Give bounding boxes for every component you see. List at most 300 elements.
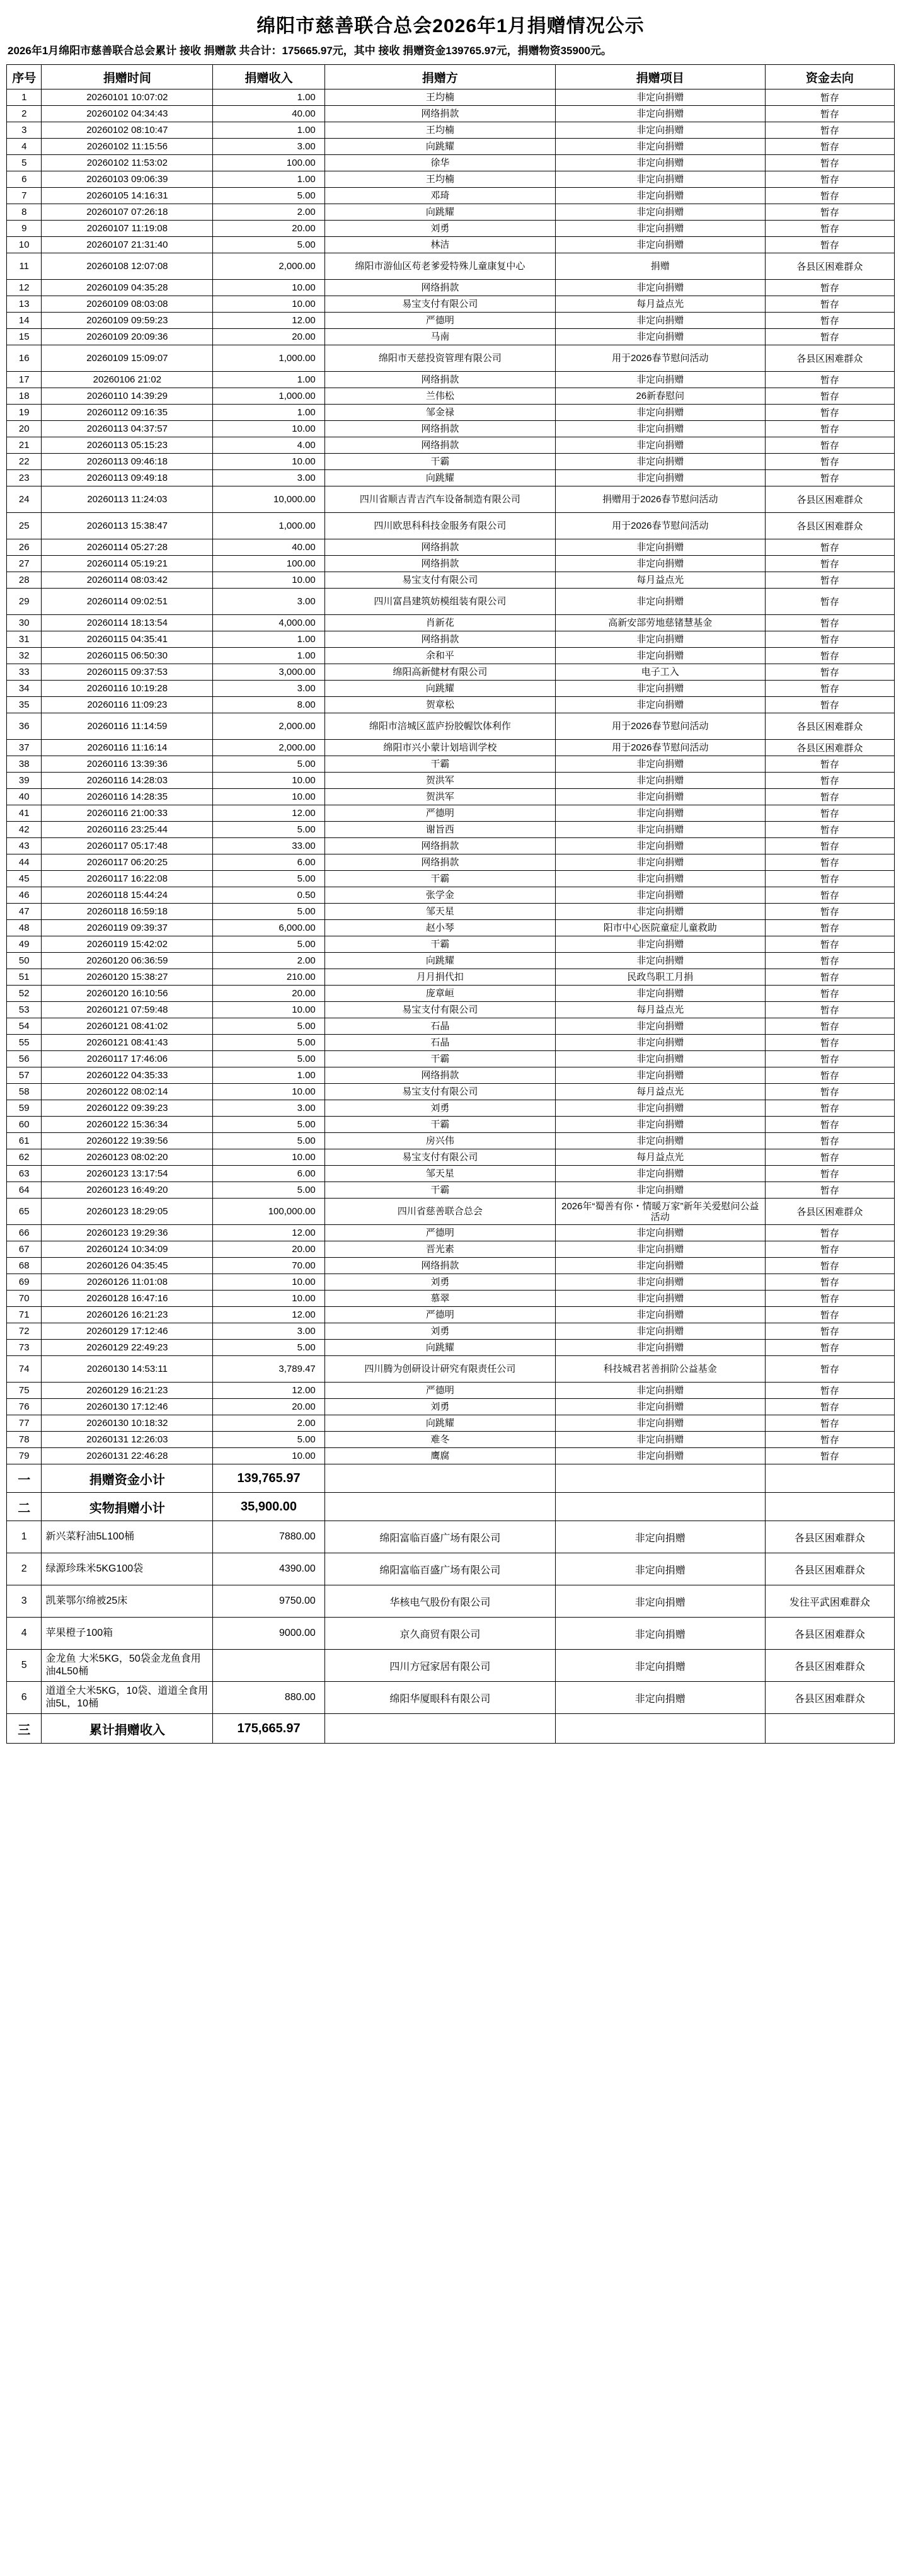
cell-project: 阳市中心医院童症儿童救助 (555, 920, 765, 936)
cell-donor: 刘勇 (324, 1323, 555, 1340)
cell-project: 非定向捐赠 (555, 155, 765, 171)
cell-donor: 网络捐款 (324, 854, 555, 871)
cell-project: 非定向捐赠 (555, 1182, 765, 1199)
cell-project: 非定向捐赠 (555, 1166, 765, 1182)
cell-donor: 干霸 (324, 871, 555, 887)
goods-cell-donor: 绵阳富临百盛广场有限公司 (324, 1521, 555, 1553)
cell-no: 22 (7, 454, 42, 470)
cell-time: 20260116 21:00:33 (42, 805, 213, 822)
cell-no: 45 (7, 871, 42, 887)
cell-amount: 10.00 (213, 572, 325, 589)
cell-amount: 8.00 (213, 697, 325, 713)
table-row (7, 713, 895, 740)
cell-donor: 干霸 (324, 1117, 555, 1133)
cell-destination: 暂存 (765, 237, 894, 253)
cell-time: 20260118 15:44:24 (42, 887, 213, 904)
cell-amount: 0.50 (213, 887, 325, 904)
cell-destination: 暂存 (765, 171, 894, 188)
cell-project: 非定向捐赠 (555, 1432, 765, 1448)
cell-donor: 兰伟松 (324, 388, 555, 405)
table-row (7, 539, 895, 556)
table-head (7, 65, 895, 89)
cell-amount: 1,000.00 (213, 388, 325, 405)
cell-time: 20260102 04:34:43 (42, 106, 213, 122)
cell-project: 非定向捐赠 (555, 556, 765, 572)
table-row (7, 237, 895, 253)
table-row (7, 1149, 895, 1166)
cell-no: 10 (7, 237, 42, 253)
subtotal-goods-row-blank-donor (324, 1493, 555, 1521)
table-row (7, 1002, 895, 1018)
cell-project: 非定向捐赠 (555, 470, 765, 486)
cell-time: 20260117 17:46:06 (42, 1051, 213, 1067)
cell-donor: 慕翠 (324, 1291, 555, 1307)
col-header-time: 捐赠时间 (42, 65, 213, 89)
table-row (7, 1051, 895, 1067)
cell-project: 非定向捐赠 (555, 631, 765, 648)
cell-donor: 晋光素 (324, 1241, 555, 1258)
table-row (7, 920, 895, 936)
cell-amount: 10.00 (213, 1274, 325, 1291)
cell-no: 16 (7, 345, 42, 372)
cell-amount: 20.00 (213, 1399, 325, 1415)
table-row (7, 1166, 895, 1182)
cell-amount: 5.00 (213, 1117, 325, 1133)
cell-project: 非定向捐赠 (555, 1274, 765, 1291)
cell-project: 电子工入 (555, 664, 765, 681)
cell-donor: 向跳耀 (324, 470, 555, 486)
cell-destination: 暂存 (765, 838, 894, 854)
cell-no: 65 (7, 1199, 42, 1225)
goods-cell-project: 非定向捐赠 (555, 1521, 765, 1553)
cell-time: 20260119 09:39:37 (42, 920, 213, 936)
cell-destination: 暂存 (765, 155, 894, 171)
table-row (7, 1199, 895, 1225)
cell-donor: 王均楠 (324, 122, 555, 139)
cell-no: 70 (7, 1291, 42, 1307)
cell-project: 非定向捐赠 (555, 648, 765, 664)
cell-donor: 贺章松 (324, 697, 555, 713)
table-row (7, 1356, 895, 1383)
cell-no: 55 (7, 1035, 42, 1051)
table-row (7, 1291, 895, 1307)
cell-project: 民政鸟职工月捐 (555, 969, 765, 986)
cell-project: 非定向捐赠 (555, 437, 765, 454)
goods-cell-project: 非定向捐赠 (555, 1618, 765, 1650)
col-header-donor: 捐赠方 (324, 65, 555, 89)
cell-amount: 10.00 (213, 773, 325, 789)
cell-project: 非定向捐赠 (555, 986, 765, 1002)
cell-amount: 1,000.00 (213, 513, 325, 539)
goods-cell-item: 新兴菜籽油5L100桶 (42, 1521, 213, 1553)
cell-destination: 暂存 (765, 1182, 894, 1199)
table-row (7, 681, 895, 697)
cell-donor: 易宝支付有限公司 (324, 1002, 555, 1018)
cell-project: 科技城君茗善捐阶公益基金 (555, 1356, 765, 1383)
table-row (7, 513, 895, 539)
goods-cell-project: 非定向捐赠 (555, 1650, 765, 1682)
cell-destination: 暂存 (765, 1018, 894, 1035)
grand-total-blank-project (555, 1714, 765, 1744)
cell-donor: 贺洪军 (324, 789, 555, 805)
cell-no: 1 (7, 89, 42, 106)
cell-time: 20260123 19:29:36 (42, 1225, 213, 1241)
table-row (7, 1133, 895, 1149)
cell-no: 33 (7, 664, 42, 681)
table-row (7, 1258, 895, 1274)
table-row (7, 1340, 895, 1356)
cell-amount: 1.00 (213, 122, 325, 139)
cell-time: 20260110 14:39:29 (42, 388, 213, 405)
cell-project: 每月益点光 (555, 1149, 765, 1166)
cell-no: 72 (7, 1323, 42, 1340)
cell-project: 非定向捐赠 (555, 171, 765, 188)
cell-destination: 暂存 (765, 773, 894, 789)
cell-no: 41 (7, 805, 42, 822)
cell-amount: 5.00 (213, 188, 325, 204)
cell-donor: 严德明 (324, 805, 555, 822)
goods-cell-project: 非定向捐赠 (555, 1682, 765, 1714)
cell-no: 71 (7, 1307, 42, 1323)
cell-time: 20260114 05:19:21 (42, 556, 213, 572)
cell-donor: 邹天星 (324, 904, 555, 920)
cell-project: 非定向捐赠 (555, 681, 765, 697)
cell-no: 57 (7, 1067, 42, 1084)
cell-donor: 向跳耀 (324, 204, 555, 221)
grand-total-no: 三 (7, 1714, 42, 1744)
table-row (7, 1415, 895, 1432)
cell-donor: 绵阳高新健材有限公司 (324, 664, 555, 681)
table-row (7, 805, 895, 822)
cell-amount: 6.00 (213, 854, 325, 871)
cell-destination: 暂存 (765, 822, 894, 838)
cell-amount: 3.00 (213, 1100, 325, 1117)
cell-donor: 张学金 (324, 887, 555, 904)
goods-cell-item: 道道全大米5KG，10袋、道道全食用油5L，10桶 (42, 1682, 213, 1714)
cell-amount: 5.00 (213, 871, 325, 887)
cell-time: 20260120 06:36:59 (42, 953, 213, 969)
cell-project: 非定向捐赠 (555, 805, 765, 822)
cell-donor: 网络捐款 (324, 437, 555, 454)
cell-donor: 绵阳市涪城区蓝庐扮胶幄饮体利作 (324, 713, 555, 740)
cell-time: 20260123 13:17:54 (42, 1166, 213, 1182)
cell-project: 非定向捐赠 (555, 1225, 765, 1241)
cell-donor: 易宝支付有限公司 (324, 572, 555, 589)
cell-destination: 各县区困难群众 (765, 513, 894, 539)
cell-donor: 严德明 (324, 1383, 555, 1399)
cell-no: 61 (7, 1133, 42, 1149)
cell-time: 20260116 11:09:23 (42, 697, 213, 713)
cell-project: 每月益点光 (555, 1002, 765, 1018)
table-row (7, 421, 895, 437)
cell-donor: 谢旨西 (324, 822, 555, 838)
cell-time: 20260115 09:37:53 (42, 664, 213, 681)
cell-donor: 肖新花 (324, 615, 555, 631)
cell-time: 20260114 18:13:54 (42, 615, 213, 631)
cell-amount: 2.00 (213, 204, 325, 221)
cell-destination: 暂存 (765, 539, 894, 556)
cell-time: 20260122 15:36:34 (42, 1117, 213, 1133)
cell-time: 20260105 14:16:31 (42, 188, 213, 204)
cell-time: 20260109 20:09:36 (42, 329, 213, 345)
cell-amount: 5.00 (213, 1035, 325, 1051)
cell-project: 非定向捐赠 (555, 329, 765, 345)
cell-no: 63 (7, 1166, 42, 1182)
cell-project: 非定向捐赠 (555, 454, 765, 470)
cell-no: 4 (7, 139, 42, 155)
cell-amount: 100.00 (213, 155, 325, 171)
cell-project: 非定向捐赠 (555, 756, 765, 773)
cell-project: 非定向捐赠 (555, 1035, 765, 1051)
goods-cell-no: 1 (7, 1521, 42, 1553)
cell-project: 捐赠用于2026春节慰问活动 (555, 486, 765, 513)
cell-no: 15 (7, 329, 42, 345)
cell-donor: 石晶 (324, 1018, 555, 1035)
table-row (7, 372, 895, 388)
cell-time: 20260123 08:02:20 (42, 1149, 213, 1166)
cell-donor: 赵小琴 (324, 920, 555, 936)
cell-time: 20260108 12:07:08 (42, 253, 213, 280)
cell-destination: 暂存 (765, 1448, 894, 1464)
cell-donor: 网络捐款 (324, 1067, 555, 1084)
cell-destination: 暂存 (765, 1133, 894, 1149)
goods-cell-amount: 9000.00 (213, 1618, 325, 1650)
summary-paragraph: 2026年1月绵阳市慈善联合总会累计 接收 捐赠款 共合计：175665.97元，其中 接收 捐赠资金139765.97元，捐赠物资35900元。 (8, 45, 612, 57)
cell-time: 20260129 22:49:23 (42, 1340, 213, 1356)
cell-donor: 邹金禄 (324, 405, 555, 421)
cell-destination: 暂存 (765, 572, 894, 589)
cell-destination: 暂存 (765, 805, 894, 822)
cell-no: 30 (7, 615, 42, 631)
cell-destination: 各县区困难群众 (765, 713, 894, 740)
cell-project: 26新春慰问 (555, 388, 765, 405)
table-row (7, 1307, 895, 1323)
cell-amount: 12.00 (213, 1383, 325, 1399)
cell-no: 17 (7, 372, 42, 388)
cell-amount: 70.00 (213, 1258, 325, 1274)
cell-project: 非定向捐赠 (555, 1067, 765, 1084)
goods-cell-amount: 880.00 (213, 1682, 325, 1714)
goods-row (7, 1585, 895, 1618)
cell-no: 77 (7, 1415, 42, 1432)
cell-destination: 暂存 (765, 1149, 894, 1166)
cell-project: 非定向捐赠 (555, 237, 765, 253)
subtotal-goods-row-blank-project (555, 1493, 765, 1521)
goods-cell-amount: 7880.00 (213, 1521, 325, 1553)
cell-time: 20260124 10:34:09 (42, 1241, 213, 1258)
cell-no: 2 (7, 106, 42, 122)
cell-donor: 刘勇 (324, 221, 555, 237)
cell-donor: 网络捐款 (324, 556, 555, 572)
cell-no: 48 (7, 920, 42, 936)
table-row (7, 822, 895, 838)
cell-amount: 4,000.00 (213, 615, 325, 631)
table-row (7, 329, 895, 345)
cell-donor: 向跳耀 (324, 1415, 555, 1432)
table-row (7, 405, 895, 421)
cell-no: 13 (7, 296, 42, 313)
cell-donor: 向跳耀 (324, 139, 555, 155)
cell-time: 20260103 09:06:39 (42, 171, 213, 188)
cell-no: 19 (7, 405, 42, 421)
cell-destination: 暂存 (765, 1100, 894, 1117)
subtotal-cash-row (7, 1464, 895, 1493)
cell-time: 20260119 15:42:02 (42, 936, 213, 953)
cell-destination: 暂存 (765, 756, 894, 773)
goods-cell-destination: 发往平武困难群众 (765, 1585, 894, 1618)
cell-destination: 暂存 (765, 1117, 894, 1133)
cell-project: 非定向捐赠 (555, 773, 765, 789)
cell-donor: 四川富昌建筑妨模组装有限公司 (324, 589, 555, 615)
goods-row (7, 1521, 895, 1553)
table-row (7, 556, 895, 572)
cell-donor: 月月捐代扣 (324, 969, 555, 986)
cell-project: 非定向捐赠 (555, 854, 765, 871)
goods-cell-destination: 各县区困难群众 (765, 1553, 894, 1585)
cell-no: 58 (7, 1084, 42, 1100)
cell-time: 20260106 21:02 (42, 372, 213, 388)
cell-destination: 暂存 (765, 789, 894, 805)
cell-no: 18 (7, 388, 42, 405)
cell-no: 24 (7, 486, 42, 513)
cell-project: 非定向捐赠 (555, 188, 765, 204)
cell-project: 非定向捐赠 (555, 822, 765, 838)
cell-destination: 暂存 (765, 1356, 894, 1383)
cell-no: 51 (7, 969, 42, 986)
cell-no: 64 (7, 1182, 42, 1199)
cell-destination: 暂存 (765, 1084, 894, 1100)
table-row (7, 388, 895, 405)
cell-destination: 暂存 (765, 681, 894, 697)
table-row (7, 756, 895, 773)
cell-no: 37 (7, 740, 42, 756)
cell-project: 非定向捐赠 (555, 1133, 765, 1149)
cell-no: 11 (7, 253, 42, 280)
cell-amount: 20.00 (213, 1241, 325, 1258)
cell-destination: 暂存 (765, 1415, 894, 1432)
cell-destination: 各县区困难群众 (765, 1199, 894, 1225)
cell-destination: 暂存 (765, 556, 894, 572)
cell-project: 非定向捐赠 (555, 106, 765, 122)
table-row (7, 648, 895, 664)
cell-no: 43 (7, 838, 42, 854)
subtotal-cash-row-blank-donor (324, 1464, 555, 1493)
cell-no: 62 (7, 1149, 42, 1166)
cell-project: 每月益点光 (555, 296, 765, 313)
cell-project: 非定向捐赠 (555, 1415, 765, 1432)
cell-project: 非定向捐赠 (555, 1291, 765, 1307)
cell-destination: 暂存 (765, 631, 894, 648)
cell-no: 78 (7, 1432, 42, 1448)
cell-project: 非定向捐赠 (555, 589, 765, 615)
cell-no: 47 (7, 904, 42, 920)
table-row (7, 1383, 895, 1399)
goods-cell-project: 非定向捐赠 (555, 1585, 765, 1618)
cell-amount: 10,000.00 (213, 486, 325, 513)
cell-project: 用于2026春节慰问活动 (555, 713, 765, 740)
cell-destination: 暂存 (765, 454, 894, 470)
cell-donor: 干霸 (324, 936, 555, 953)
table-row (7, 204, 895, 221)
cell-destination: 暂存 (765, 1432, 894, 1448)
table-row (7, 1274, 895, 1291)
cell-destination: 暂存 (765, 106, 894, 122)
cell-donor: 马南 (324, 329, 555, 345)
cell-no: 67 (7, 1241, 42, 1258)
cell-amount: 5.00 (213, 1051, 325, 1067)
grand-total-label: 累计捐赠收入 (42, 1714, 213, 1744)
table-row (7, 1323, 895, 1340)
cell-no: 32 (7, 648, 42, 664)
cell-project: 非定向捐赠 (555, 372, 765, 388)
cell-amount: 3,000.00 (213, 664, 325, 681)
table-row (7, 572, 895, 589)
cell-time: 20260116 13:39:36 (42, 756, 213, 773)
table-row (7, 1399, 895, 1415)
cell-donor: 绵阳市兴小蒙计划培训学校 (324, 740, 555, 756)
subtotal-cash-row-blank-project (555, 1464, 765, 1493)
cell-time: 20260113 09:46:18 (42, 454, 213, 470)
cell-donor: 鹰腐 (324, 1448, 555, 1464)
cell-project: 非定向捐赠 (555, 1340, 765, 1356)
cell-donor: 易宝支付有限公司 (324, 1084, 555, 1100)
cell-destination: 暂存 (765, 986, 894, 1002)
cell-project: 非定向捐赠 (555, 539, 765, 556)
cell-no: 12 (7, 280, 42, 296)
cell-project: 非定向捐赠 (555, 1100, 765, 1117)
cell-no: 75 (7, 1383, 42, 1399)
cell-time: 20260126 04:35:45 (42, 1258, 213, 1274)
cell-donor: 易宝支付有限公司 (324, 1149, 555, 1166)
cell-no: 66 (7, 1225, 42, 1241)
col-header-destination: 资金去向 (765, 65, 894, 89)
table-row (7, 854, 895, 871)
cell-time: 20260114 05:27:28 (42, 539, 213, 556)
cell-time: 20260115 06:50:30 (42, 648, 213, 664)
cell-time: 20260122 08:02:14 (42, 1084, 213, 1100)
table-row (7, 615, 895, 631)
cell-amount: 5.00 (213, 1340, 325, 1356)
table-row (7, 454, 895, 470)
cell-no: 74 (7, 1356, 42, 1383)
table-row (7, 986, 895, 1002)
cell-time: 20260117 16:22:08 (42, 871, 213, 887)
cell-project: 捐赠 (555, 253, 765, 280)
cell-donor: 网络捐款 (324, 421, 555, 437)
cell-destination: 暂存 (765, 871, 894, 887)
cell-amount: 1.00 (213, 631, 325, 648)
cell-amount: 12.00 (213, 805, 325, 822)
cell-time: 20260109 04:35:28 (42, 280, 213, 296)
cell-project: 非定向捐赠 (555, 204, 765, 221)
cell-no: 46 (7, 887, 42, 904)
cell-time: 20260122 04:35:33 (42, 1067, 213, 1084)
cell-time: 20260109 15:09:07 (42, 345, 213, 372)
table-row (7, 89, 895, 106)
table-row (7, 953, 895, 969)
cell-amount: 100,000.00 (213, 1199, 325, 1225)
cell-project: 非定向捐赠 (555, 421, 765, 437)
cell-donor: 四川省慈善联合总会 (324, 1199, 555, 1225)
table-row (7, 1225, 895, 1241)
table-row (7, 697, 895, 713)
cell-amount: 2,000.00 (213, 713, 325, 740)
cell-time: 20260131 12:26:03 (42, 1432, 213, 1448)
cell-destination: 暂存 (765, 1383, 894, 1399)
table-row (7, 904, 895, 920)
cell-time: 20260107 07:26:18 (42, 204, 213, 221)
cell-amount: 20.00 (213, 329, 325, 345)
